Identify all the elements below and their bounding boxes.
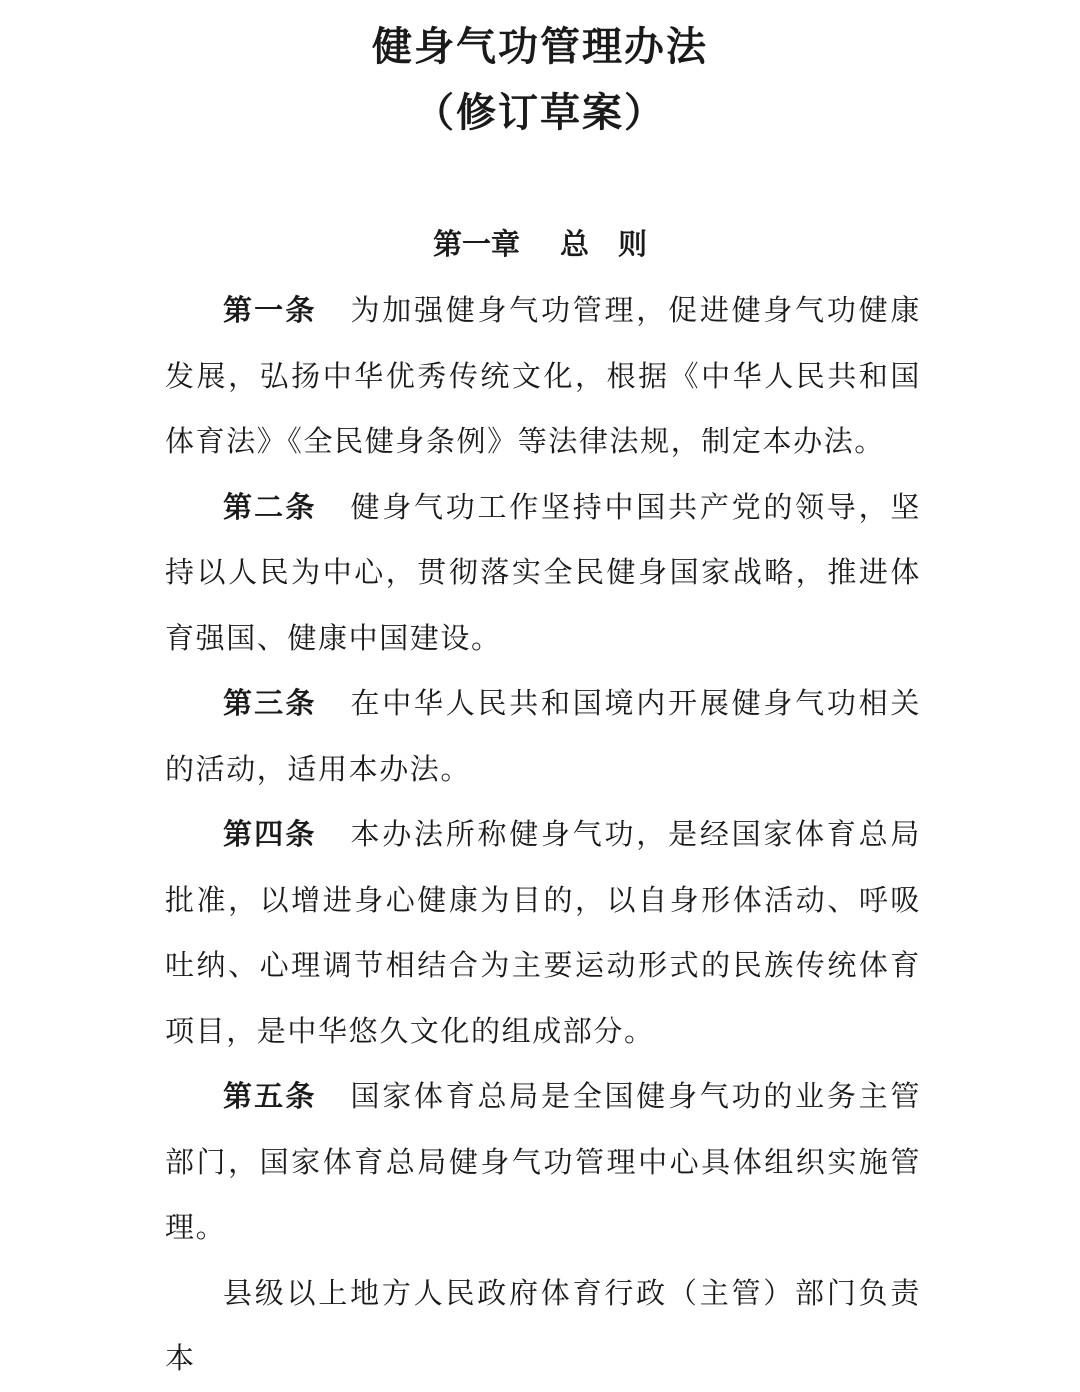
article-text: 在中华人民共和国境内开展健身气功相关的活动，适用本办法。 [165,686,921,786]
article-label: 第五条 [223,1079,317,1113]
article-text: 为加强健身气功管理，促进健身气功健康发展，弘扬中华优秀传统文化，根据《中华人民共和国体育法》《全民健身条例》等法律法规，制定本办法。 [165,293,921,458]
document-body [165,278,921,1392]
article-text: 健身气功工作坚持中国共产党的领导，坚持以人民为中心，贯彻落实全民健身国家战略，推进体育强国、健康中国建设。 [165,489,921,655]
article-label: 第一条 [223,293,317,327]
article-paragraph [165,671,921,802]
article-label: 第二条 [223,489,317,524]
article-paragraph [165,475,921,672]
article-text: 国家体育总局是全国健身气功的业务主管部门，国家体育总局健身气功管理中心具体组织实施管理。 [165,1079,921,1244]
article-label: 第四条 [223,817,317,851]
article-label: 第三条 [223,686,317,720]
chapter-name: 总 则 [560,227,648,261]
document-subtitle: （修订草案） [414,89,666,136]
document-title: 健身气功管理办法 [372,23,708,70]
chapter-number: 第一章 [432,227,520,261]
chapter-heading [0,222,1080,266]
article-paragraph [165,1064,921,1261]
continuation-paragraph [165,1261,921,1392]
paragraph-text: 县级以上地方人民政府体育行政（主管）部门负责本 [165,1275,921,1375]
article-paragraph [165,802,921,1064]
article-paragraph [165,278,921,475]
article-text: 本办法所称健身气功，是经国家体育总局批准，以增进身心健康为目的，以自身形体活动、呼吸吐纳、心理调节相结合为主要运动形式的民族传统体育项目，是中华悠久文化的组成部分。 [165,817,921,1048]
